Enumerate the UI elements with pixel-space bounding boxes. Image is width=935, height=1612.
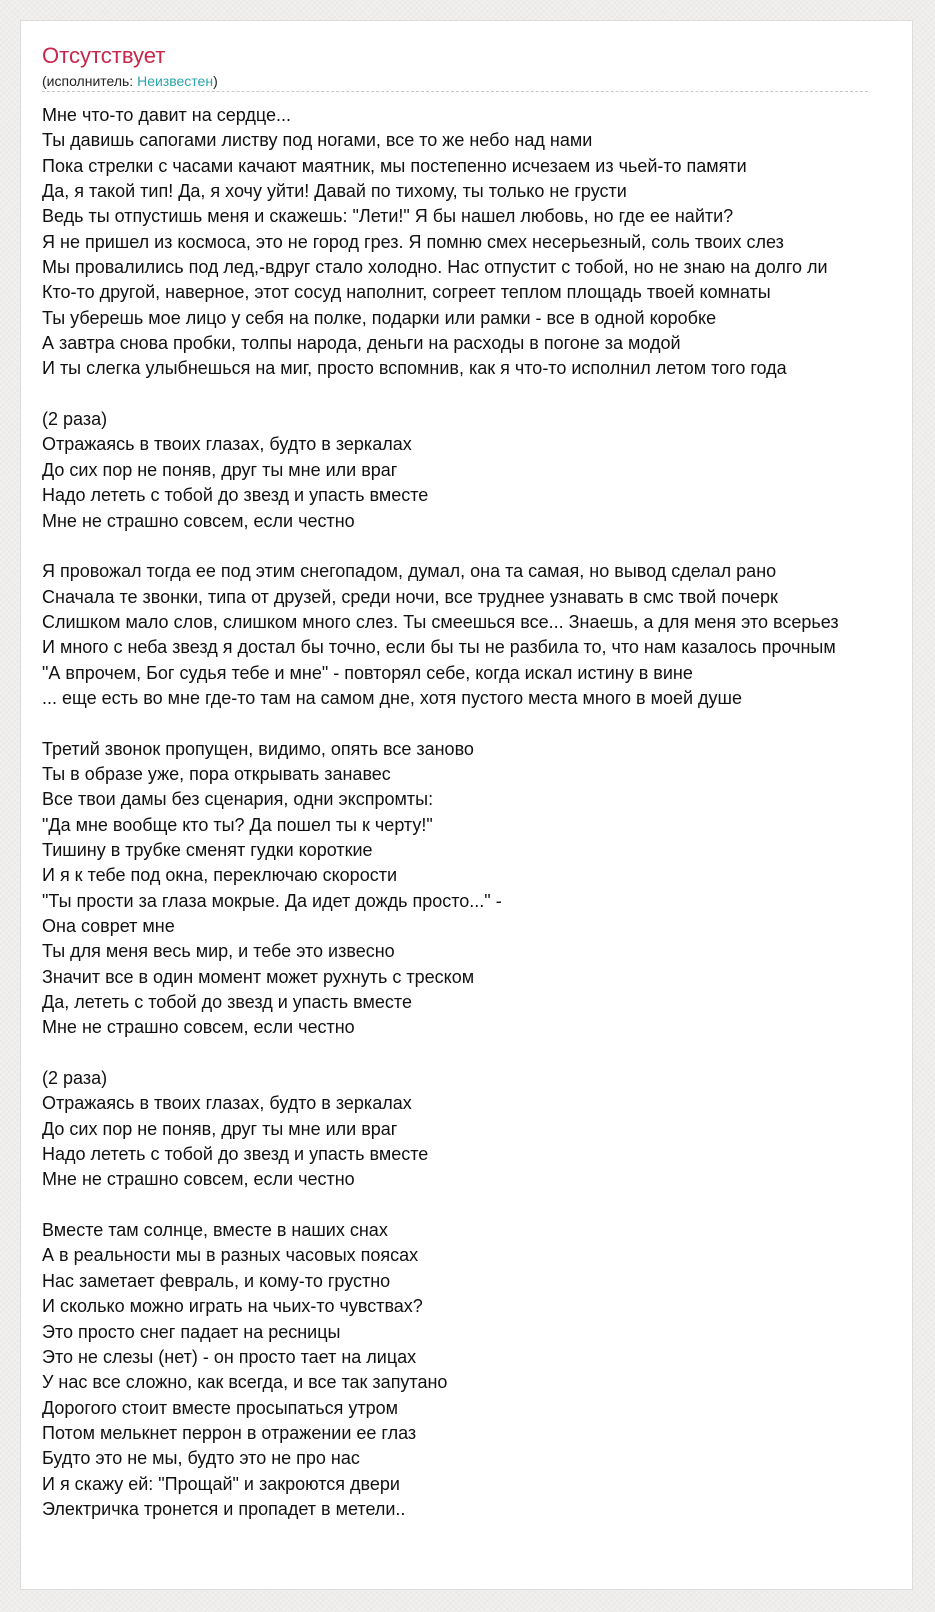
lyric-line: Надо лететь с тобой до звезд и упасть вместе <box>42 1144 429 1165</box>
artist-link[interactable]: Неизвестен <box>137 73 214 89</box>
title-divider <box>42 91 868 92</box>
lyric-line: До сих пор не поняв, друг ты мне или враг <box>42 459 398 480</box>
lyric-line: Это просто снег падает на ресницы <box>42 1321 341 1342</box>
lyric-line: Будто это не мы, будто это не про нас <box>42 1448 360 1469</box>
lyric-line: ... еще есть во мне где-то там на самом дне, хотя пустого места много в моей душе <box>42 687 742 708</box>
lyric-line: Я не пришел из космоса, это не город грез. Я помню смех несерьезный, соль твоих слез <box>42 231 784 252</box>
lyric-line: Тишину в трубке сменят гудки короткие <box>42 839 373 860</box>
lyric-line: До сих пор не поняв, друг ты мне или враг <box>42 1118 398 1139</box>
stanza-break <box>42 711 913 736</box>
lyric-line: "Да мне вообще кто ты? Да пошел ты к черту!" <box>42 814 433 835</box>
lyric-line: "А впрочем, Бог судья тебе и мне" - повторял себе, когда искал истину в вине <box>42 662 693 683</box>
lyric-line: И ты слегка улыбнешься на миг, просто вспомнив, как я что-то исполнил летом того года <box>42 358 787 379</box>
lyric-line: Я провожал тогда ее под этим снегопадом, думал, она та самая, но вывод сделал рано <box>42 561 777 582</box>
stanza-break <box>42 382 913 407</box>
lyric-line: Мне не страшно совсем, если честно <box>42 1169 355 1190</box>
lyric-line: Мне не страшно совсем, если честно <box>42 1017 355 1038</box>
lyric-line: Ты в образе уже, пора открывать занавес <box>42 763 391 784</box>
lyric-line: Слишком мало слов, слишком много слез. Ты смеешься все... Знаешь, а для меня это всерьез <box>42 611 839 632</box>
lyrics-text <box>42 103 913 1522</box>
lyric-line: А в реальности мы в разных часовых поясах <box>42 1245 419 1266</box>
lyric-line: "Ты прости за глаза мокрые. Да идет дождь просто..." - <box>42 890 502 911</box>
lyric-line: Пока стрелки с часами качают маятник, мы постепенно исчезаем из чьей-то памяти <box>42 155 747 176</box>
stanza-break <box>42 1041 913 1066</box>
song-title: Отсутствует <box>42 43 166 68</box>
artist-line <box>42 73 218 89</box>
lyric-line: Ты уберешь мое лицо у себя на полке, подарки или рамки - все в одной коробке <box>42 307 717 328</box>
lyric-line: Ты давишь сапогами листву под ногами, все то же небо над нами <box>42 130 593 151</box>
lyric-line: Надо лететь с тобой до звезд и упасть вместе <box>42 485 429 506</box>
lyric-line: Сначала те звонки, типа от друзей, среди ночи, все труднее узнавать в смс твой почерк <box>42 586 778 607</box>
lyric-line: У нас все сложно, как всегда, и все так запутано <box>42 1372 448 1393</box>
stanza-break <box>42 1193 913 1218</box>
lyric-line: Отражаясь в твоих глазах, будто в зеркалах <box>42 434 412 455</box>
lyric-line: А завтра снова пробки, толпы народа, деньги на расходы в погоне за модой <box>42 333 681 354</box>
lyric-line: Дорогого стоит вместе просыпаться утром <box>42 1397 399 1418</box>
lyric-line: Отражаясь в твоих глазах, будто в зеркалах <box>42 1093 412 1114</box>
lyric-line: Ведь ты отпустишь меня и скажешь: "Лети!" Я бы нашел любовь, но где ее найти? <box>42 206 734 227</box>
lyric-line: Кто-то другой, наверное, этот сосуд наполнит, согреет теплом площадь твоей комнаты <box>42 282 771 303</box>
stanza-break <box>42 534 913 559</box>
lyric-line: И сколько можно играть на чьих-то чувствах? <box>42 1296 423 1317</box>
lyric-line: Нас заметает февраль, и кому-то грустно <box>42 1270 391 1291</box>
lyric-line: Да, я такой тип! Да, я хочу уйти! Давай по тихому, ты только не грусти <box>42 181 627 202</box>
lyric-line: Значит все в один момент может рухнуть с треском <box>42 966 475 987</box>
lyric-line: Ты для меня весь мир, и тебе это извесно <box>42 941 395 962</box>
lyric-line: Вместе там солнце, вместе в наших снах <box>42 1220 388 1241</box>
lyric-line: Электричка тронется и пропадет в метели.. <box>42 1498 406 1519</box>
lyric-line: Все твои дамы без сценария, одни экспромты: <box>42 789 434 810</box>
lyric-line: Да, лететь с тобой до звезд и упасть вместе <box>42 992 412 1013</box>
lyric-line: И я скажу ей: "Прощай" и закроются двери <box>42 1473 400 1494</box>
lyric-line: Мы провалились под лед,-вдруг стало холодно. Нас отпустит с тобой, но не знаю на долго ли <box>42 257 828 278</box>
lyric-line: И я к тебе под окна, переключаю скорости <box>42 865 397 886</box>
lyric-line: (2 раза) <box>42 409 108 430</box>
lyric-line: Она соврет мне <box>42 916 175 936</box>
lyric-line: И много с неба звезд я достал бы точно, если бы ты не разбила то, что нам казалось прочным <box>42 637 836 658</box>
lyric-line: Потом мелькнет перрон в отражении ее глаз <box>42 1422 417 1443</box>
lyric-line: Третий звонок пропущен, видимо, опять все заново <box>42 738 474 759</box>
lyrics-card <box>20 20 913 1590</box>
lyric-line: (2 раза) <box>42 1068 108 1089</box>
lyric-line: Мне что-то давит на сердце... <box>42 105 291 125</box>
artist-prefix: (исполнитель: <box>42 73 138 89</box>
lyric-line: Мне не страшно совсем, если честно <box>42 510 355 531</box>
lyric-line: Это не слезы (нет) - он просто тает на лицах <box>42 1346 417 1367</box>
artist-suffix: ) <box>213 73 218 89</box>
